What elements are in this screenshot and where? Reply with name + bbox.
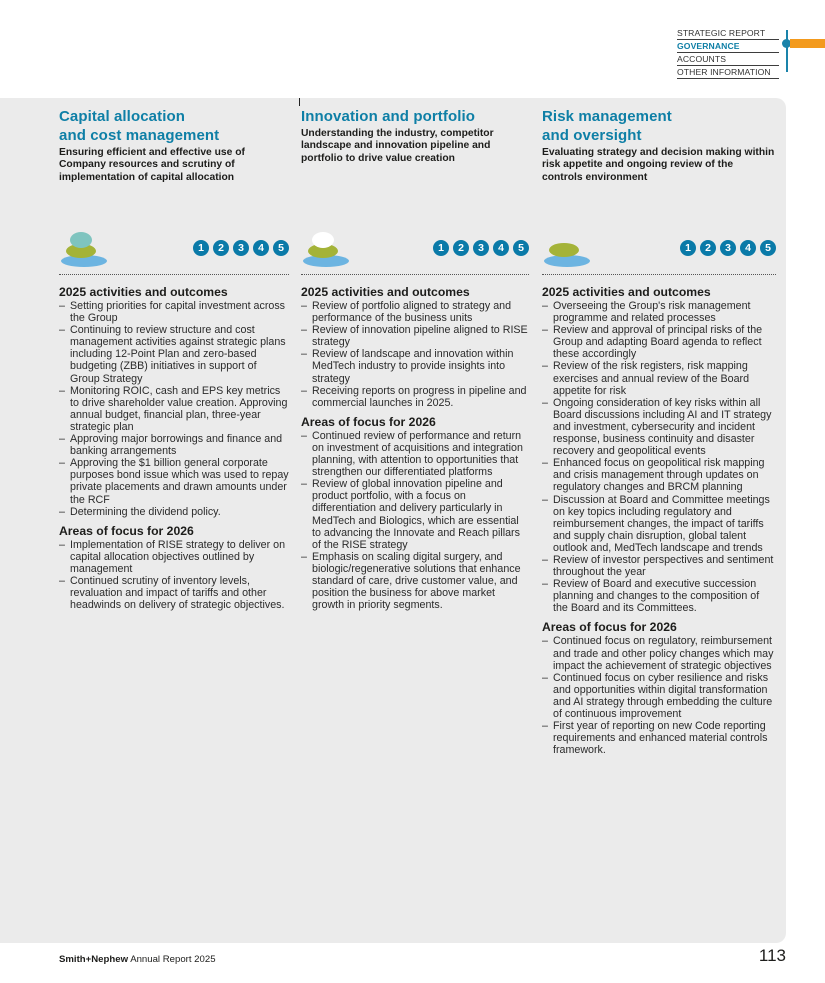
nav-item-governance[interactable]: GOVERNANCE: [677, 40, 779, 53]
list-item: – Approving major borrowings and finance and banking arrangements: [59, 433, 289, 457]
brand-name: Smith+Nephew: [59, 954, 129, 965]
activities-heading: 2025 activities and outcomes: [301, 285, 470, 299]
column-capital-allocation: [59, 107, 289, 612]
strategy-badge-2: 2: [700, 240, 716, 256]
icon-row: [301, 225, 529, 275]
column-content: [301, 285, 529, 611]
strategy-badge-4: 4: [253, 240, 269, 256]
list-item: – Continuing to review structure and cost management activities against strategic plans including 12-Point Plan and zero-based budgeting (ZBB) initiatives in support of Group Strategy: [59, 324, 289, 384]
nav-item-strategic-report[interactable]: STRATEGIC REPORT: [677, 27, 779, 40]
list-item: – Review and approval of principal risks of the Group and adapting Board agenda to reflect these accordingly: [542, 324, 776, 360]
column-risk-management: [542, 107, 776, 757]
column-subtitle: Ensuring efficient and effective use of Company resources and scrutiny of implementation of capital allocation: [59, 147, 245, 183]
list-item: – Ongoing consideration of key risks within all Board discussions including AI and IT strategy and investment, cybersecurity and incident response, business continuity and disaster recovery and geopolitical events: [542, 397, 776, 457]
focus-heading: Areas of focus for 2026: [59, 523, 194, 538]
strategy-badge-1: 1: [193, 240, 209, 256]
strategy-badge-3: 3: [233, 240, 249, 256]
list-item: – Review of global innovation pipeline and product portfolio, with a focus on differentiation and delivery particularly in MedTech and Biologics, which are essential to advancing the Innovate and Reach pillars of the RISE strategy: [301, 478, 529, 551]
strategy-badge-3: 3: [473, 240, 489, 256]
strategy-badge-1: 1: [680, 240, 696, 256]
list-item: – Enhanced focus on geopolitical risk mapping and crisis management through updates on regulatory changes and BRCM planning: [542, 457, 776, 493]
strategy-number-badges: [433, 240, 529, 256]
list-item: – Determining the dividend policy.: [59, 506, 289, 518]
list-item: – First year of reporting on new Code reporting requirements and enhanced material controls framework.: [542, 720, 776, 756]
icon-row: [59, 225, 289, 275]
activities-heading: 2025 activities and outcomes: [542, 285, 711, 299]
nav-rail: [786, 30, 788, 72]
column-content: [59, 285, 289, 611]
focus-list: [59, 539, 289, 612]
strategy-badge-5: 5: [513, 240, 529, 256]
column-title: Innovation and portfolio: [301, 108, 476, 125]
list-item: – Overseeing the Group's risk management programme and related processes: [542, 300, 776, 324]
activities-list: [301, 300, 529, 409]
page-number: 113: [758, 946, 786, 965]
list-item: – Review of the risk registers, risk mapping exercises and annual review of the Board appetite for risk: [542, 360, 776, 396]
list-item: – Review of Board and executive succession planning and changes to the composition of the Board and its Committees.: [542, 578, 776, 614]
list-item: – Receiving reports on progress in pipeline and commercial launches in 2025.: [301, 385, 529, 409]
activities-list: [59, 300, 289, 518]
list-item: – Approving the $1 billion general corporate purposes bond issue which was used to repay private placements and drawn amounts under the RCF: [59, 457, 289, 505]
focus-list: [542, 635, 776, 756]
strategy-number-badges: [680, 240, 776, 256]
column-innovation-portfolio: [301, 107, 529, 612]
strategy-badge-4: 4: [493, 240, 509, 256]
list-item: – Review of landscape and innovation within MedTech industry to provide insights into strategy: [301, 348, 529, 384]
list-item: – Continued focus on cyber resilience and risks and opportunities within digital transformation and AI strategy through embedding the culture of continuous improvement: [542, 672, 776, 720]
column-subtitle: Understanding the industry, competitor landscape and innovation pipeline and portfolio to drive value creation: [301, 128, 494, 164]
strategy-badge-5: 5: [760, 240, 776, 256]
strategy-badge-4: 4: [740, 240, 756, 256]
icon-row: [542, 225, 776, 275]
strategy-number-badges: [193, 240, 289, 256]
list-item: – Continued scrutiny of inventory levels, revaluation and impact of tariffs and other headwinds on delivery of strategic objectives.: [59, 575, 289, 611]
report-name: Annual Report 2025: [130, 954, 216, 965]
section-nav: [677, 27, 779, 79]
list-item: – Continued review of performance and return on investment of acquisitions and integration planning, with attention to opportunities that strengthen our differentiated platforms: [301, 430, 529, 478]
column-title: Risk management and oversight: [542, 108, 672, 144]
stacked-stones-icon: [303, 231, 353, 271]
footer-report-label: [59, 954, 216, 965]
section-tab-marker: [790, 39, 825, 48]
column-divider-tick: [299, 98, 300, 106]
list-item: – Discussion at Board and Committee meetings on key topics including regulatory and reimbursement changes, the impact of tariffs and supply chain disruption, global talent outlook and, MedTech landscape and trends: [542, 494, 776, 554]
list-item: – Review of portfolio aligned to strategy and performance of the business units: [301, 300, 529, 324]
nav-item-other-information[interactable]: OTHER INFORMATION: [677, 66, 779, 79]
list-item: – Emphasis on scaling digital surgery, and biologic/regenerative solutions that enhance standard of care, drive customer value, and position the business for above market growth in priority segments.: [301, 551, 529, 611]
column-content: [542, 285, 776, 756]
list-item: – Implementation of RISE strategy to deliver on capital allocation objectives outlined by management: [59, 539, 289, 575]
list-item: – Review of innovation pipeline aligned to RISE strategy: [301, 324, 529, 348]
activities-heading: 2025 activities and outcomes: [59, 285, 228, 299]
column-subtitle: Evaluating strategy and decision making within risk appetite and ongoing review of the controls environment: [542, 147, 775, 183]
stacked-stones-icon: [544, 231, 594, 271]
strategy-badge-5: 5: [273, 240, 289, 256]
strategy-badge-1: 1: [433, 240, 449, 256]
list-item: – Review of investor perspectives and sentiment throughout the year: [542, 554, 776, 578]
stacked-stones-icon: [61, 231, 111, 271]
list-item: – Continued focus on regulatory, reimbursement and trade and other policy changes which may impact the achievement of strategic objectives: [542, 635, 776, 671]
focus-heading: Areas of focus for 2026: [542, 620, 677, 635]
strategy-badge-2: 2: [453, 240, 469, 256]
strategy-badge-2: 2: [213, 240, 229, 256]
list-item: – Monitoring ROIC, cash and EPS key metrics to drive shareholder value creation. Approving annual budget, financial plan, three-year strategic plan: [59, 385, 289, 433]
activities-list: [542, 300, 776, 614]
focus-list: [301, 430, 529, 611]
focus-heading: Areas of focus for 2026: [301, 414, 436, 429]
column-title: Capital allocation and cost management: [59, 108, 220, 144]
nav-item-accounts[interactable]: ACCOUNTS: [677, 53, 779, 66]
list-item: – Setting priorities for capital investment across the Group: [59, 300, 289, 324]
strategy-badge-3: 3: [720, 240, 736, 256]
